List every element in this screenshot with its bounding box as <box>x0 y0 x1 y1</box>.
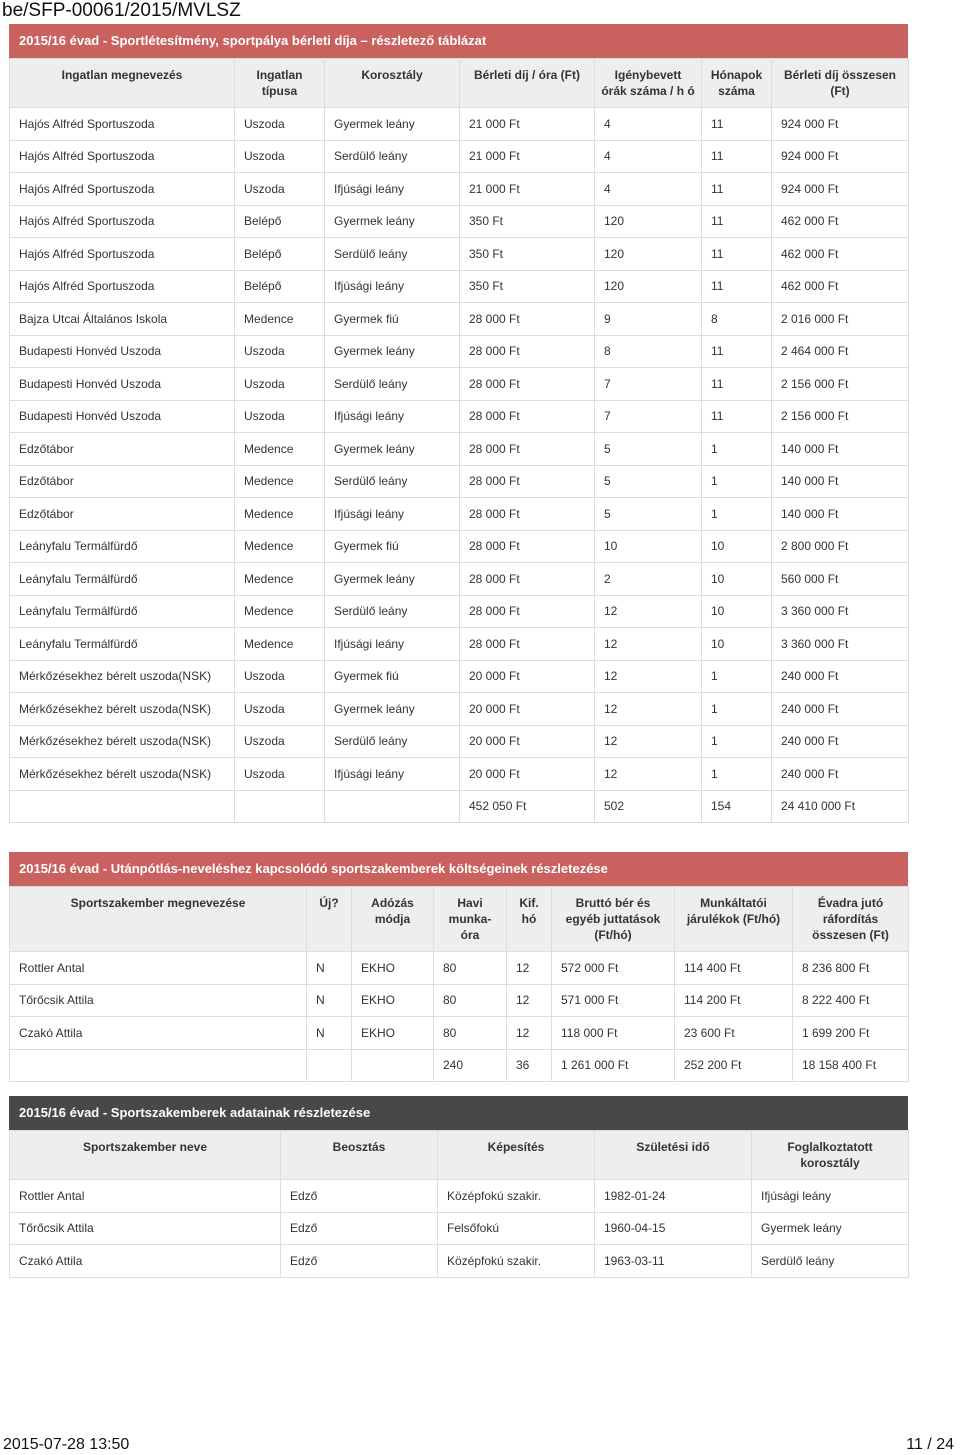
staff-costs-table <box>9 886 909 1082</box>
rental-fee-header-cell: Bérleti díj összesen (Ft) <box>772 59 909 108</box>
staff-details-table-cell: Rottler Antal <box>10 1180 281 1213</box>
rental-fee-table-cell: 2 016 000 Ft <box>772 303 909 336</box>
rental-fee-table-cell: Gyermek leány <box>325 335 460 368</box>
rental-fee-table-cell: Ifjúsági leány <box>325 498 460 531</box>
rental-fee-table-cell: 8 <box>702 303 772 336</box>
rental-fee-table-cell: 1 <box>702 758 772 791</box>
rental-fee-table-row <box>10 595 909 628</box>
rental-fee-table-cell: Uszoda <box>235 335 325 368</box>
rental-fee-table-row <box>10 725 909 758</box>
rental-fee-header-cell: Ingatlan típusa <box>235 59 325 108</box>
staff-costs-table-cell: 12 <box>507 1017 552 1050</box>
staff-details-table-cell: Középfokú szakir. <box>438 1180 595 1213</box>
staff-details-table-cell: Edző <box>281 1212 438 1245</box>
rental-fee-table-cell: Hajós Alfréd Sportuszoda <box>10 140 235 173</box>
rental-fee-table-cell: Mérkőzésekhez bérelt uszoda(NSK) <box>10 725 235 758</box>
rental-fee-table-row <box>10 238 909 271</box>
rental-fee-table-cell: 452 050 Ft <box>460 790 595 823</box>
rental-fee-table-cell: Mérkőzésekhez bérelt uszoda(NSK) <box>10 660 235 693</box>
rental-fee-table-cell: 5 <box>595 498 702 531</box>
rental-fee-table-cell: 7 <box>595 400 702 433</box>
rental-fee-table-cell: Edzőtábor <box>10 498 235 531</box>
rental-fee-table-cell: Serdülő leány <box>325 238 460 271</box>
rental-fee-table-cell: Gyermek leány <box>325 433 460 466</box>
rental-fee-table-cell: 12 <box>595 660 702 693</box>
rental-fee-table-cell: Ifjúsági leány <box>325 173 460 206</box>
rental-fee-table-cell: Gyermek leány <box>325 108 460 141</box>
rental-fee-table-row <box>10 303 909 336</box>
staff-details-table-cell: Tőrőcsik Attila <box>10 1212 281 1245</box>
rental-fee-table-cell: Hajós Alfréd Sportuszoda <box>10 270 235 303</box>
rental-fee-table-cell: Ifjúsági leány <box>325 628 460 661</box>
rental-fee-table-cell: Medence <box>235 433 325 466</box>
staff-details-table-cell: 1960-04-15 <box>595 1212 752 1245</box>
rental-fee-table-cell: 120 <box>595 238 702 271</box>
rental-fee-section <box>9 24 908 823</box>
rental-fee-table-cell: 2 800 000 Ft <box>772 530 909 563</box>
rental-fee-table-cell: 10 <box>702 595 772 628</box>
staff-details-table-cell: 1982-01-24 <box>595 1180 752 1213</box>
rental-fee-table-cell: 28 000 Ft <box>460 303 595 336</box>
rental-fee-table-cell: Bajza Utcai Általános Iskola <box>10 303 235 336</box>
staff-costs-table-cell: 80 <box>434 1017 507 1050</box>
rental-fee-table-cell: 21 000 Ft <box>460 108 595 141</box>
rental-fee-table-cell: 240 000 Ft <box>772 693 909 726</box>
rental-fee-table-cell: Ifjúsági leány <box>325 400 460 433</box>
rental-fee-table-row <box>10 693 909 726</box>
staff-costs-table-cell: 240 <box>434 1049 507 1082</box>
rental-fee-table-cell: 28 000 Ft <box>460 400 595 433</box>
rental-fee-table-cell: 28 000 Ft <box>460 628 595 661</box>
rental-fee-table-cell: 20 000 Ft <box>460 725 595 758</box>
rental-fee-table-cell: 10 <box>702 563 772 596</box>
staff-details-header-cell: Születési idő <box>595 1131 752 1180</box>
rental-fee-table-cell: 462 000 Ft <box>772 270 909 303</box>
staff-costs-table-cell: 36 <box>507 1049 552 1082</box>
staff-costs-table-cell: N <box>307 1017 352 1050</box>
rental-fee-table-cell: 924 000 Ft <box>772 140 909 173</box>
rental-fee-table-cell: 20 000 Ft <box>460 660 595 693</box>
rental-fee-table-cell: Medence <box>235 465 325 498</box>
rental-fee-header-cell: Korosztály <box>325 59 460 108</box>
rental-fee-table-cell: 4 <box>595 108 702 141</box>
rental-fee-table-cell: 502 <box>595 790 702 823</box>
rental-fee-table-cell: 10 <box>702 628 772 661</box>
staff-costs-table-row <box>10 952 909 985</box>
staff-costs-table-cell: 12 <box>507 984 552 1017</box>
staff-costs-table-cell: 8 236 800 Ft <box>793 952 909 985</box>
rental-fee-table-row <box>10 205 909 238</box>
rental-fee-table-cell: 240 000 Ft <box>772 725 909 758</box>
rental-fee-table-cell: Leányfalu Termálfürdő <box>10 563 235 596</box>
rental-fee-table-cell: 8 <box>595 335 702 368</box>
staff-costs-table-cell: EKHO <box>352 984 434 1017</box>
rental-fee-table-cell: 350 Ft <box>460 238 595 271</box>
staff-costs-header-cell: Sportszakember megnevezése <box>10 887 307 952</box>
rental-fee-table-cell: 12 <box>595 758 702 791</box>
staff-costs-header-cell: Kif. hó <box>507 887 552 952</box>
rental-fee-table-row <box>10 758 909 791</box>
rental-fee-table-cell: 12 <box>595 595 702 628</box>
staff-costs-table-cell: 80 <box>434 952 507 985</box>
rental-fee-table-cell: Serdülő leány <box>325 595 460 628</box>
rental-fee-table-cell: Hajós Alfréd Sportuszoda <box>10 205 235 238</box>
staff-details-table-cell: Czakó Attila <box>10 1245 281 1278</box>
rental-fee-table-row <box>10 173 909 206</box>
rental-fee-table-cell: Gyermek fiú <box>325 530 460 563</box>
staff-details-table-cell: Edző <box>281 1245 438 1278</box>
rental-fee-table-cell: 140 000 Ft <box>772 498 909 531</box>
rental-fee-table-cell: Uszoda <box>235 173 325 206</box>
rental-fee-table-cell: 120 <box>595 270 702 303</box>
rental-fee-table-cell: 9 <box>595 303 702 336</box>
rental-fee-table-cell: Hajós Alfréd Sportuszoda <box>10 238 235 271</box>
staff-costs-header-cell: Évadra jutó ráfordítás összesen (Ft) <box>793 887 909 952</box>
rental-fee-table-cell: 5 <box>595 465 702 498</box>
rental-fee-table-cell: 1 <box>702 498 772 531</box>
rental-fee-table-cell: Belépő <box>235 270 325 303</box>
rental-fee-table-cell: 140 000 Ft <box>772 465 909 498</box>
rental-fee-table-cell: 28 000 Ft <box>460 595 595 628</box>
rental-fee-table-cell: 240 000 Ft <box>772 660 909 693</box>
rental-fee-table-cell: 12 <box>595 628 702 661</box>
rental-fee-table-row <box>10 270 909 303</box>
rental-fee-table-cell: Serdülő leány <box>325 140 460 173</box>
rental-fee-table-cell: 20 000 Ft <box>460 693 595 726</box>
rental-fee-table-cell: Medence <box>235 303 325 336</box>
rental-fee-table-cell: Budapesti Honvéd Uszoda <box>10 335 235 368</box>
rental-fee-table-cell: Uszoda <box>235 140 325 173</box>
staff-costs-table-cell: Rottler Antal <box>10 952 307 985</box>
rental-fee-table-cell: Ifjúsági leány <box>325 758 460 791</box>
rental-fee-table-cell: 11 <box>702 368 772 401</box>
rental-fee-table-cell: 11 <box>702 108 772 141</box>
rental-fee-table-cell: 154 <box>702 790 772 823</box>
rental-fee-table-cell: Leányfalu Termálfürdő <box>10 530 235 563</box>
staff-details-table-cell: Serdülő leány <box>752 1245 909 1278</box>
rental-fee-table-row <box>10 140 909 173</box>
staff-costs-table-cell <box>307 1049 352 1082</box>
rental-fee-table-cell: 12 <box>595 693 702 726</box>
staff-costs-section <box>9 852 908 1082</box>
rental-fee-table-cell: Leányfalu Termálfürdő <box>10 595 235 628</box>
staff-costs-table-cell: 571 000 Ft <box>552 984 675 1017</box>
staff-details-table-cell: Felsőfokú <box>438 1212 595 1245</box>
rental-fee-table-cell: 28 000 Ft <box>460 433 595 466</box>
rental-fee-table-cell: Belépő <box>235 238 325 271</box>
staff-details-header-cell: Beosztás <box>281 1131 438 1180</box>
staff-costs-table-cell <box>10 1049 307 1082</box>
rental-fee-table-row <box>10 498 909 531</box>
rental-fee-table-cell: 21 000 Ft <box>460 173 595 206</box>
rental-fee-table-cell: 462 000 Ft <box>772 205 909 238</box>
rental-fee-table-cell: 240 000 Ft <box>772 758 909 791</box>
rental-fee-table-row <box>10 628 909 661</box>
rental-fee-table-cell: 1 <box>702 465 772 498</box>
staff-costs-table-cell: 8 222 400 Ft <box>793 984 909 1017</box>
staff-costs-table-row <box>10 1017 909 1050</box>
rental-fee-table-cell: 11 <box>702 140 772 173</box>
rental-fee-table-cell: Edzőtábor <box>10 465 235 498</box>
rental-fee-table-cell: Medence <box>235 530 325 563</box>
rental-fee-table-cell: 3 360 000 Ft <box>772 628 909 661</box>
staff-details-section <box>9 1096 908 1278</box>
rental-fee-table-cell <box>325 790 460 823</box>
rental-fee-table-cell: 7 <box>595 368 702 401</box>
document-id: be/SFP-00061/2015/MVLSZ <box>2 0 241 21</box>
rental-fee-table-row <box>10 790 909 823</box>
staff-costs-table-cell: 572 000 Ft <box>552 952 675 985</box>
staff-details-table-row <box>10 1180 909 1213</box>
staff-details-table-row <box>10 1212 909 1245</box>
staff-costs-header-row <box>10 887 909 952</box>
rental-fee-header-cell: Ingatlan megnevezés <box>10 59 235 108</box>
rental-fee-table-cell: 21 000 Ft <box>460 140 595 173</box>
rental-fee-table-cell: 462 000 Ft <box>772 238 909 271</box>
rental-fee-table-cell: Medence <box>235 563 325 596</box>
rental-fee-table-row <box>10 400 909 433</box>
rental-fee-table-cell: Ifjúsági leány <box>325 270 460 303</box>
staff-costs-table-cell: N <box>307 952 352 985</box>
rental-fee-table-cell: Gyermek fiú <box>325 303 460 336</box>
rental-fee-table-cell: 350 Ft <box>460 270 595 303</box>
rental-fee-table-cell: Uszoda <box>235 660 325 693</box>
staff-costs-table-cell: 118 000 Ft <box>552 1017 675 1050</box>
footer-page-number: 11 / 24 <box>906 1436 954 1453</box>
staff-details-table-row <box>10 1245 909 1278</box>
rental-fee-table-cell: 1 <box>702 660 772 693</box>
rental-fee-table-cell: Uszoda <box>235 693 325 726</box>
staff-details-table-cell: Ifjúsági leány <box>752 1180 909 1213</box>
rental-fee-table-cell: 2 156 000 Ft <box>772 368 909 401</box>
rental-fee-table-row <box>10 563 909 596</box>
rental-fee-table-cell: 560 000 Ft <box>772 563 909 596</box>
rental-fee-table-cell: Uszoda <box>235 368 325 401</box>
rental-fee-table-cell: 10 <box>595 530 702 563</box>
staff-costs-table-cell: 1 699 200 Ft <box>793 1017 909 1050</box>
rental-fee-table-cell: 10 <box>702 530 772 563</box>
rental-fee-table-cell: Serdülő leány <box>325 725 460 758</box>
staff-details-title: 2015/16 évad - Sportszakemberek adatainak részletezése <box>9 1096 908 1130</box>
rental-fee-table-cell: 28 000 Ft <box>460 498 595 531</box>
staff-details-header-cell: Képesítés <box>438 1131 595 1180</box>
rental-fee-table-row <box>10 660 909 693</box>
staff-costs-table-cell: 23 600 Ft <box>675 1017 793 1050</box>
staff-costs-table-cell: 114 400 Ft <box>675 952 793 985</box>
rental-fee-table-cell: 4 <box>595 140 702 173</box>
rental-fee-table-row <box>10 108 909 141</box>
staff-costs-table-cell: 114 200 Ft <box>675 984 793 1017</box>
staff-costs-table-cell: 1 261 000 Ft <box>552 1049 675 1082</box>
rental-fee-table-cell: 1 <box>702 725 772 758</box>
rental-fee-table-cell: Hajós Alfréd Sportuszoda <box>10 173 235 206</box>
rental-fee-table-cell: 11 <box>702 173 772 206</box>
staff-details-table-cell: Edző <box>281 1180 438 1213</box>
staff-costs-title: 2015/16 évad - Utánpótlás-neveléshez kapcsolódó sportszakemberek költségeinek részletezése <box>9 852 908 886</box>
rental-fee-table-cell: 12 <box>595 725 702 758</box>
rental-fee-table-cell: Medence <box>235 498 325 531</box>
rental-fee-table-row <box>10 368 909 401</box>
rental-fee-table-cell: 28 000 Ft <box>460 368 595 401</box>
rental-fee-table <box>9 58 909 823</box>
rental-fee-table-cell: 11 <box>702 270 772 303</box>
rental-fee-table-cell: 11 <box>702 335 772 368</box>
rental-fee-table-cell: Serdülő leány <box>325 465 460 498</box>
staff-costs-table-row <box>10 984 909 1017</box>
rental-fee-table-cell: Edzőtábor <box>10 433 235 466</box>
staff-costs-header-cell: Adózás módja <box>352 887 434 952</box>
rental-fee-table-cell: 120 <box>595 205 702 238</box>
rental-fee-table-cell: 924 000 Ft <box>772 108 909 141</box>
rental-fee-table-cell: 1 <box>702 433 772 466</box>
rental-fee-table-cell: Medence <box>235 628 325 661</box>
rental-fee-table-cell: Budapesti Honvéd Uszoda <box>10 400 235 433</box>
rental-fee-table-cell: Gyermek leány <box>325 563 460 596</box>
rental-fee-table-cell: Hajós Alfréd Sportuszoda <box>10 108 235 141</box>
staff-details-table-cell: Gyermek leány <box>752 1212 909 1245</box>
staff-costs-table-cell: N <box>307 984 352 1017</box>
rental-fee-table-cell: Budapesti Honvéd Uszoda <box>10 368 235 401</box>
rental-fee-table-cell: 2 156 000 Ft <box>772 400 909 433</box>
rental-fee-header-row <box>10 59 909 108</box>
rental-fee-table-cell: 140 000 Ft <box>772 433 909 466</box>
staff-costs-table-cell: 12 <box>507 952 552 985</box>
staff-details-table-cell: 1963-03-11 <box>595 1245 752 1278</box>
staff-costs-table-cell: 252 200 Ft <box>675 1049 793 1082</box>
rental-fee-table-cell: Leányfalu Termálfürdő <box>10 628 235 661</box>
rental-fee-table-cell: 3 360 000 Ft <box>772 595 909 628</box>
rental-fee-table-cell: Mérkőzésekhez bérelt uszoda(NSK) <box>10 758 235 791</box>
rental-fee-table-cell: Belépő <box>235 205 325 238</box>
rental-fee-table-cell <box>235 790 325 823</box>
rental-fee-table-row <box>10 335 909 368</box>
rental-fee-table-row <box>10 465 909 498</box>
rental-fee-table-row <box>10 433 909 466</box>
rental-fee-table-cell: Mérkőzésekhez bérelt uszoda(NSK) <box>10 693 235 726</box>
staff-details-header-cell: Sportszakember neve <box>10 1131 281 1180</box>
staff-costs-table-row <box>10 1049 909 1082</box>
rental-fee-table-cell: 24 410 000 Ft <box>772 790 909 823</box>
rental-fee-header-cell: Bérleti díj / óra (Ft) <box>460 59 595 108</box>
staff-costs-table-cell: EKHO <box>352 1017 434 1050</box>
rental-fee-table-cell: 4 <box>595 173 702 206</box>
rental-fee-table-cell: 2 <box>595 563 702 596</box>
staff-costs-table-cell: EKHO <box>352 952 434 985</box>
rental-fee-table-cell <box>10 790 235 823</box>
staff-costs-table-cell: Tőrőcsik Attila <box>10 984 307 1017</box>
rental-fee-table-cell: Serdülő leány <box>325 368 460 401</box>
rental-fee-table-cell: 11 <box>702 205 772 238</box>
staff-costs-table-cell: 18 158 400 Ft <box>793 1049 909 1082</box>
rental-fee-table-cell: Gyermek fiú <box>325 660 460 693</box>
rental-fee-table-cell: 28 000 Ft <box>460 563 595 596</box>
rental-fee-table-row <box>10 530 909 563</box>
rental-fee-table-cell: Uszoda <box>235 108 325 141</box>
staff-details-table <box>9 1130 909 1278</box>
rental-fee-header-cell: Hónapok száma <box>702 59 772 108</box>
footer-timestamp: 2015-07-28 13:50 <box>3 1436 130 1453</box>
rental-fee-table-cell: 28 000 Ft <box>460 335 595 368</box>
staff-costs-table-cell: 80 <box>434 984 507 1017</box>
rental-fee-table-cell: Uszoda <box>235 400 325 433</box>
staff-costs-header-cell: Bruttó bér és egyéb juttatások (Ft/hó) <box>552 887 675 952</box>
rental-fee-table-cell: 28 000 Ft <box>460 465 595 498</box>
rental-fee-table-cell: 11 <box>702 400 772 433</box>
rental-fee-table-cell: 924 000 Ft <box>772 173 909 206</box>
staff-details-table-cell: Középfokú szakir. <box>438 1245 595 1278</box>
rental-fee-title: 2015/16 évad - Sportlétesítmény, sportpálya bérleti díja – részletező táblázat <box>9 24 908 58</box>
rental-fee-table-cell: Uszoda <box>235 725 325 758</box>
rental-fee-table-cell: 11 <box>702 238 772 271</box>
rental-fee-table-cell: Gyermek leány <box>325 205 460 238</box>
rental-fee-table-cell: 5 <box>595 433 702 466</box>
staff-details-header-row <box>10 1131 909 1180</box>
rental-fee-table-cell: 28 000 Ft <box>460 530 595 563</box>
rental-fee-table-cell: Uszoda <box>235 758 325 791</box>
staff-costs-header-cell: Új? <box>307 887 352 952</box>
staff-costs-table-cell <box>352 1049 434 1082</box>
rental-fee-table-cell: 350 Ft <box>460 205 595 238</box>
staff-costs-header-cell: Havi munka-óra <box>434 887 507 952</box>
rental-fee-table-cell: 2 464 000 Ft <box>772 335 909 368</box>
rental-fee-table-cell: Gyermek leány <box>325 693 460 726</box>
rental-fee-table-cell: 20 000 Ft <box>460 758 595 791</box>
rental-fee-table-cell: Medence <box>235 595 325 628</box>
staff-costs-table-cell: Czakó Attila <box>10 1017 307 1050</box>
rental-fee-header-cell: Igénybevett órák száma / h ó <box>595 59 702 108</box>
staff-costs-header-cell: Munkáltatói járulékok (Ft/hó) <box>675 887 793 952</box>
rental-fee-table-cell: 1 <box>702 693 772 726</box>
staff-details-header-cell: Foglalkoztatott korosztály <box>752 1131 909 1180</box>
